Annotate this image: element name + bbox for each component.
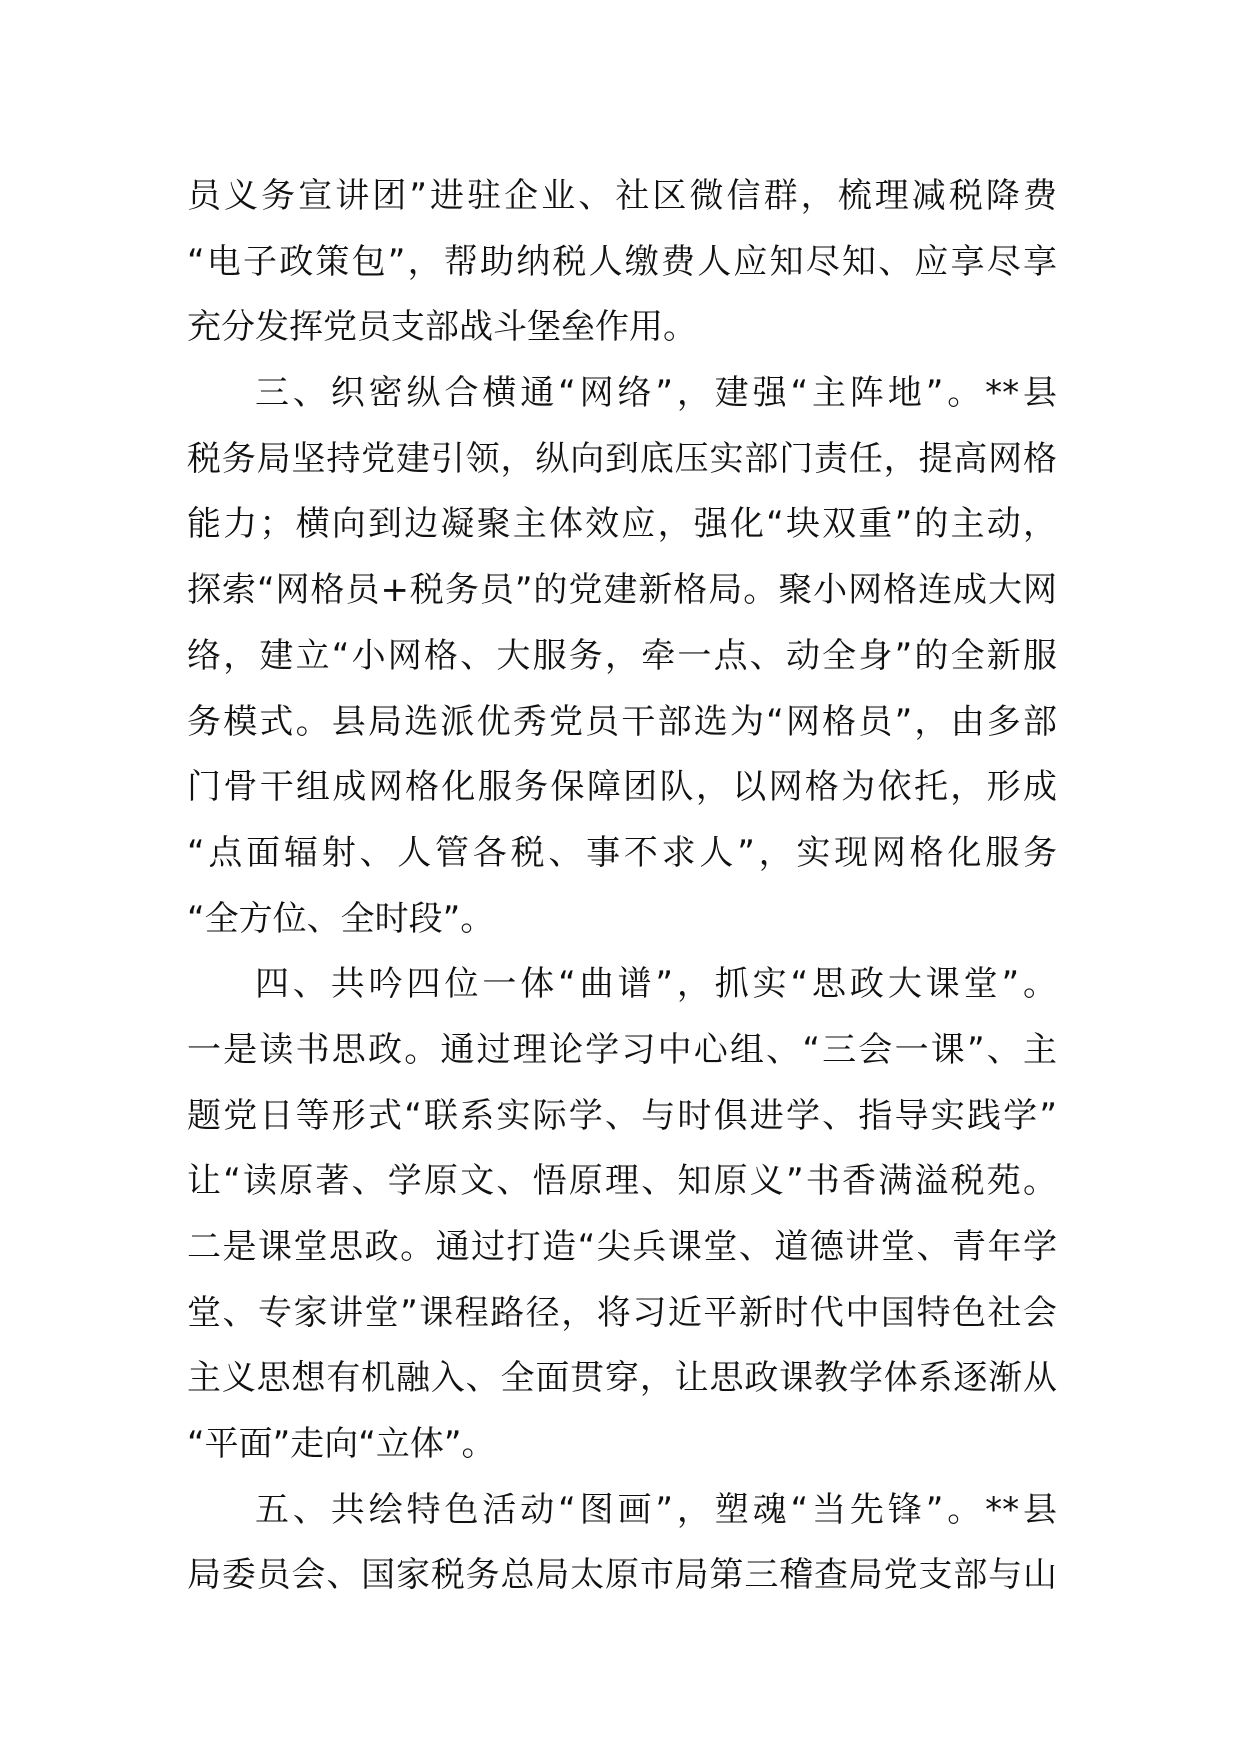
text-line: 络，建立“小网格、大服务，牵一点、动全身”的全新服 bbox=[187, 635, 1057, 676]
text-line: 题党日等形式“联系实际学、与时俱进学、指导实践学” bbox=[187, 1095, 1057, 1136]
text-line: 一是读书思政。通过理论学习中心组、“三会一课”、主 bbox=[187, 1029, 1057, 1070]
text-line: “平面”走向“立体”。 bbox=[187, 1424, 496, 1465]
text-line: 探索“网格员+税务员”的党建新格局。聚小网格连成大网 bbox=[187, 570, 1057, 611]
text-line: 堂、专家讲堂”课程路径，将习近平新时代中国特色社会 bbox=[187, 1292, 1057, 1333]
text-line: 主义思想有机融入、全面贯穿，让思政课教学体系逐渐从 bbox=[187, 1358, 1057, 1399]
text-line: 门骨干组成网格化服务保障团队，以网格为依托，形成 bbox=[187, 767, 1057, 808]
text-line: 员义务宣讲团”进驻企业、社区微信群，梳理减税降费 bbox=[187, 176, 1057, 216]
paragraph-first-line: 三、织密纵合横通“网络”，建强“主阵地”。**县 bbox=[255, 373, 1057, 414]
paragraph-first-line: 四、共吟四位一体“曲谱”，抓实“思政大课堂”。 bbox=[255, 964, 1057, 1005]
text-line: 让“读原著、学原文、悟原理、知原义”书香满溢税苑。 bbox=[187, 1161, 1057, 1202]
text-line: 充分发挥党员支部战斗堡垒作用。 bbox=[187, 307, 697, 348]
text-line: 税务局坚持党建引领，纵向到底压实部门责任，提高网格 bbox=[187, 438, 1057, 479]
text-line: “全方位、全时段”。 bbox=[187, 898, 495, 939]
text-line: 二是课堂思政。通过打造“尖兵课堂、道德讲堂、青年学 bbox=[187, 1227, 1057, 1267]
text-line: “点面辐射、人管各税、事不求人”，实现网格化服务 bbox=[187, 832, 1057, 873]
text-line: 局委员会、国家税务总局太原市局第三稽查局党支部与山 bbox=[187, 1555, 1057, 1596]
text-line: 务模式。县局选派优秀党员干部选为“网格员”，由多部 bbox=[187, 701, 1057, 742]
document-body bbox=[187, 164, 1057, 1609]
text-line: 能力；横向到边凝聚主体效应，强化“块双重”的主动， bbox=[187, 504, 1057, 545]
paragraph-first-line: 五、共绘特色活动“图画”，塑魂“当先锋”。**县 bbox=[255, 1489, 1057, 1530]
text-line: “电子政策包”，帮助纳税人缴费人应知尽知、应享尽享 bbox=[187, 241, 1057, 282]
